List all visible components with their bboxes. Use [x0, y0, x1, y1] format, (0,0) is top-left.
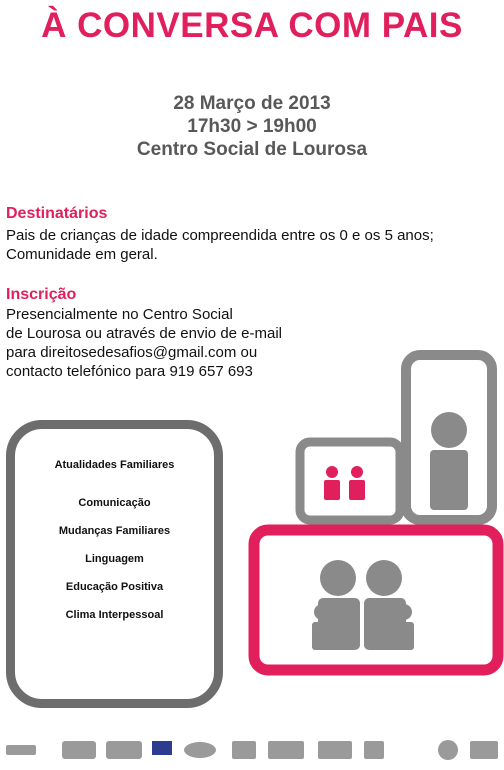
- topic-item: Mudanças Familiares: [58, 525, 171, 537]
- logo-icon: [470, 741, 498, 759]
- audience-line: Comunidade em geral.: [6, 246, 158, 263]
- poster-title: À CONVERSA COM PAIS: [41, 6, 463, 45]
- registration-line: para direitosedesafios@gmail.com ou: [6, 344, 258, 361]
- logo-icon: [438, 740, 458, 760]
- topic-item: Educação Positiva: [65, 581, 164, 593]
- logo-icon: [232, 741, 256, 759]
- qren-logo-icon: [106, 741, 142, 759]
- logo-icon: [364, 741, 384, 759]
- logo-icon: [6, 745, 36, 755]
- audience-text: [6, 226, 434, 264]
- children-figures-icon: [324, 466, 365, 500]
- event-time: 17h30 > 19h00: [187, 116, 317, 137]
- topic-item: Comunicação: [78, 497, 151, 509]
- partner-logos: [0, 735, 504, 765]
- event-info: [0, 92, 504, 161]
- event-place: Centro Social de Lourosa: [136, 139, 368, 160]
- logo-icon: [318, 741, 352, 759]
- poph-logo-icon: [62, 741, 96, 759]
- audience-heading: Destinatários: [6, 205, 108, 222]
- registration-heading: Inscrição: [6, 286, 77, 303]
- eu-flag-icon: [152, 741, 172, 755]
- registration-line: Presencialmente no Centro Social: [6, 306, 233, 323]
- topic-item: Linguagem: [85, 553, 144, 565]
- topic-item: Clima Interpessoal: [65, 609, 164, 621]
- topics-list: [15, 459, 214, 637]
- topic-item: Atualidades Familiares: [54, 459, 175, 471]
- logo-icon: [184, 742, 216, 758]
- partner-logos-strip: [0, 735, 504, 765]
- clds-logo-icon: [268, 741, 304, 759]
- registration-line: de Lourosa ou através de envio de e-mail: [6, 325, 283, 342]
- registration-line: contacto telefónico para 919 657 693: [6, 363, 253, 380]
- audience-line: Pais de crianças de idade compreendida entre os 0 e os 5 anos;: [6, 227, 434, 244]
- woman-figure-icon: [430, 412, 468, 510]
- event-date: 28 Março de 2013: [173, 93, 331, 114]
- family-frames-illustration: [238, 350, 504, 720]
- family-group-icon: [312, 560, 414, 650]
